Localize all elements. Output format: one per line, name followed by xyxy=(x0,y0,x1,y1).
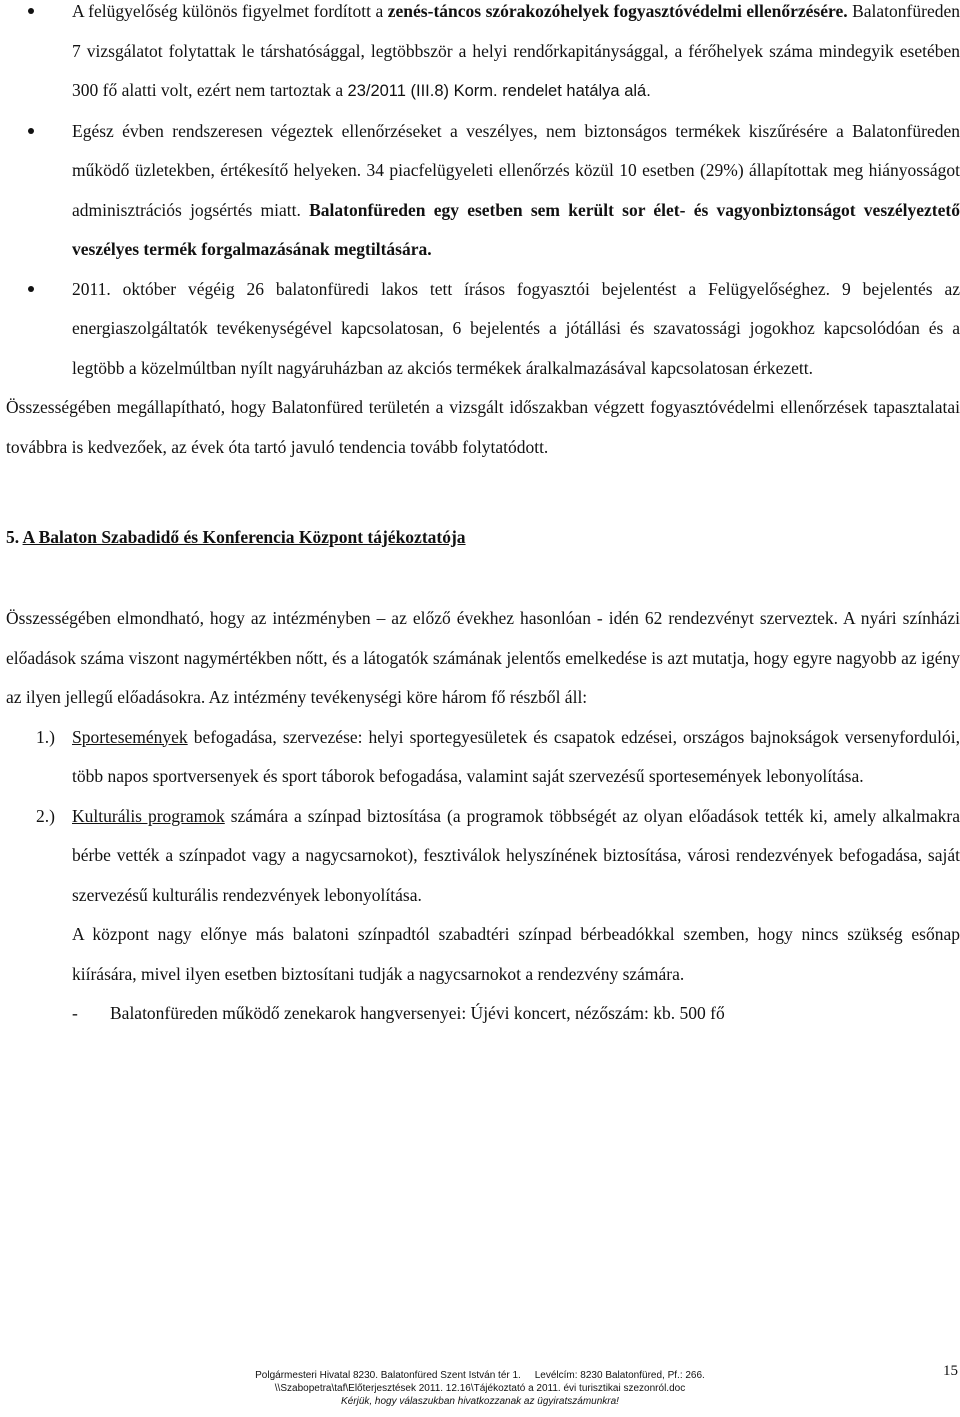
bullet-text: Balatonfüreden 7 vizsgálatot folytattak le társhatósággal, legtöbbször a helyi rendőrkapitánysággal, a férőhelyek száma mindegyik esetében 300 fő alatti volt, ezért nem tartoztak a xyxy=(72,1,960,100)
advantage-paragraph: A központ nagy előnye más balatoni színpadtól szabadtéri színpad bérbeadókkal szemben, hogy nincs szükség esőnap kiírására, mivel ilyen esetben biztosítani tudják a nagycsarnokot a rendezvény számára. xyxy=(72,924,960,984)
item-text: befogadása, szervezése: helyi sportegyesületek és csapatok edzései, országos bajnokságok versenyfordulói, több napos sportversenyek és sport táborok befogadása, valamint saját szervezésű sportesemények lebonyolítása. xyxy=(72,726,960,786)
numbered-list xyxy=(6,718,960,916)
item-underlined-term: Kulturális programok xyxy=(72,805,225,826)
section-title: A Balaton Szabadidő és Konferencia Központ tájékoztatója xyxy=(22,527,466,547)
summary-paragraph: Összességében megállapítható, hogy Balatonfüred területén a vizsgált időszakban végzett fogyasztóvédelmi ellenőrzések tapasztalatai továbbra is kedvezőek, az évek óta tartó javuló tendencia tovább folytatódott. xyxy=(6,397,960,457)
bullet-bold-text: zenés-táncos szórakozóhelyek fogyasztóvédelmi ellenőrzésére. xyxy=(387,1,848,21)
dash-item xyxy=(6,994,960,1034)
bullet-text: 2011. október végéig 26 balatonfüredi lakos tett írásos fogyasztói bejelentést a Felügyelőséghez. 9 bejelentés az energiaszolgáltatók tevékenységével kapcsolatosan, 6 bejelentés a jótállási és szavatossági jogokhoz kapcsolódóan és a legtöbb a közelmúltban nyílt nagyáruházban az akciós termékek áralkalmazásával kapcsolatosan érkezett. xyxy=(72,278,960,378)
footer-note: Kérjük, hogy válaszukban hivatkozzanak az ügyiratszámunkra! xyxy=(341,1396,619,1407)
section-number: 5. xyxy=(6,527,20,547)
item-underlined-term: Sportesemények xyxy=(72,726,188,747)
numbered-item-culture xyxy=(6,797,960,916)
intro-paragraph: Összességében elmondható, hogy az intézményben – az előző évekhez hasonlóan - idén 62 rendezvényt szerveztek. A nyári színházi előadások száma viszont nagymértékben nőtt, és a látogatók számának jelentős emelkedése is azt mutatja, hogy egyre nagyobb az igény az ilyen jellegű előadásokra. Az intézmény tevékenységi köre három fő részből áll: xyxy=(6,608,960,707)
dash-item-text: Balatonfüreden működő zenekarok hangversenyei: Újévi koncert, nézőszám: kb. 500 fő xyxy=(110,1003,725,1023)
page-number: 15 xyxy=(943,1363,958,1379)
item-number: 1.) xyxy=(36,726,55,747)
dash-marker: - xyxy=(72,1003,78,1023)
bullet-item-market-surveillance xyxy=(6,112,960,270)
bullet-text: A felügyelőség különös figyelmet fordított a xyxy=(72,1,388,21)
item-text: számára a színpad biztosítása (a programok többségét az olyan előadások tették ki, amely alkalmakra bérbe vették a színpadot vagy a nagycsarnokot), fesztiválok helyszínének biztosítása, városi rendezvények befogadása, saját szervezésű kulturális rendezvények lebonyolítása. xyxy=(72,805,960,905)
document-page xyxy=(6,0,960,1034)
numbered-item-sports xyxy=(6,718,960,797)
bullet-bold-text: Balatonfüreden egy esetben sem került sor élet- és vagyonbiztonságot veszélyeztető veszélyes termék forgalmazásának megtiltására. xyxy=(72,199,960,259)
footer-file-path: \\Szabopetra\taf\Előterjesztések 2011. 12.16\Tájékoztató a 2011. évi turisztikai szezonról.doc xyxy=(274,1383,686,1394)
bullet-item-complaints xyxy=(6,270,960,389)
bullet-text: Egész évben rendszeresen végeztek ellenőrzéseket a veszélyes, nem biztonságos termékek kiszűrésére a Balatonfüreden működő üzletekben, értékesítő helyeken. 34 piacfelügyeleti ellenőrzés közül 10 esetben (29%) állapítottak meg hiányosságot adminisztrációs jogsértés miatt. xyxy=(72,120,960,220)
bullet-regulation-text: 23/2011 (III.8) Korm. rendelet hatálya alá. xyxy=(347,82,651,100)
bullet-dot-icon xyxy=(28,286,34,292)
bullet-list xyxy=(6,0,960,388)
bullet-dot-icon xyxy=(28,8,34,14)
item-number: 2.) xyxy=(36,805,55,826)
footer-address: Polgármesteri Hivatal 8230. Balatonfüred Szent István tér 1. Levélcím: 8230 Balatonfüred, Pf.: 266. xyxy=(255,1370,705,1381)
page-footer xyxy=(0,1369,960,1408)
section-heading xyxy=(6,517,960,557)
bullet-item-nightclubs xyxy=(6,0,960,112)
bullet-dot-icon xyxy=(28,128,34,134)
